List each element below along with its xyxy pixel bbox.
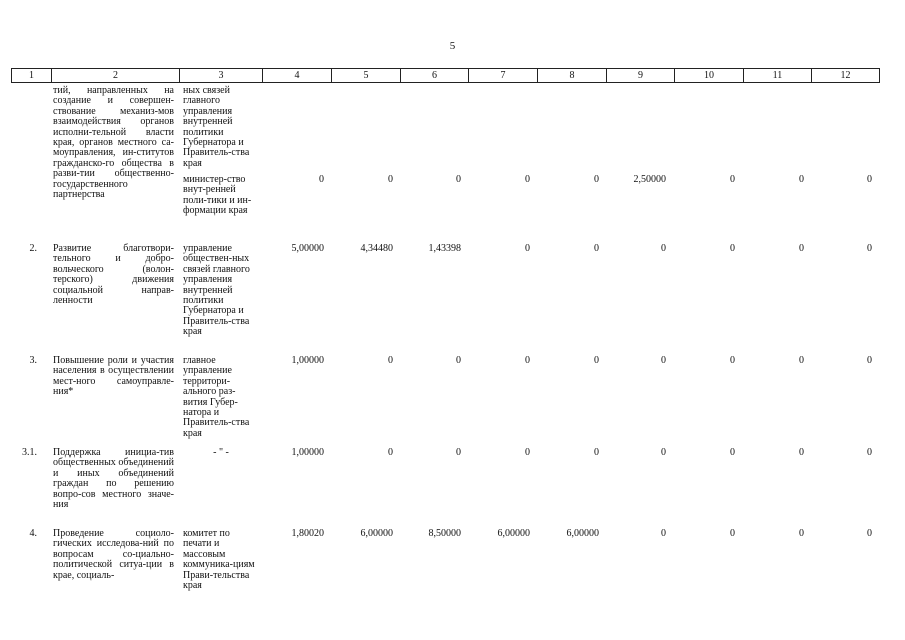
row-executor: комитет по печати и массовым коммуника-циям Прави-тельства края	[183, 528, 255, 592]
row-value: 0	[730, 528, 735, 539]
row-value: 0	[319, 174, 324, 185]
row-number: 3.1.	[22, 447, 37, 458]
row-value: 0	[388, 174, 393, 185]
row-value: 0	[594, 243, 599, 254]
row-value: 0	[661, 355, 666, 366]
row-value: 0	[867, 243, 872, 254]
row-value: 0	[867, 528, 872, 539]
row-value: 0	[525, 355, 530, 366]
header-cell-7: 7	[468, 68, 538, 83]
row-executor: - " -	[213, 447, 229, 458]
row-value: 0	[799, 355, 804, 366]
row-executor: министер-ство внут-ренней поли-тики и ин-формации края	[183, 174, 252, 217]
row-name: Развитие благотвори-тельного и добро-вольческого (волон-терского) движения социальной направ-ленности	[53, 243, 174, 307]
row-value: 0	[594, 174, 599, 185]
row-value: 0	[799, 174, 804, 185]
row-value: 8,50000	[428, 528, 461, 539]
row-value: 0	[730, 447, 735, 458]
header-cell-9: 9	[606, 68, 675, 83]
header-cell-3: 3	[179, 68, 263, 83]
row-value: 0	[525, 243, 530, 254]
row-name: Поддержка инициа-тив общественных объединений и иных объединений граждан по решению вопро-сов местного значе-ния	[53, 447, 174, 511]
row-number: 2.	[29, 243, 37, 254]
row-value: 0	[661, 243, 666, 254]
row-value: 0	[594, 447, 599, 458]
row-value: 0	[456, 447, 461, 458]
row-value: 0	[661, 447, 666, 458]
header-cell-2: 2	[51, 68, 180, 83]
header-cell-10: 10	[674, 68, 744, 83]
row-name: Проведение социоло-гических исследова-ний по вопросам со-циально-политической ситуа-ции в крае, социаль-	[53, 528, 174, 581]
row-value: 1,43398	[428, 243, 461, 254]
row-value: 0	[388, 355, 393, 366]
row-name: тий, направленных на создание и совершен-ствование механиз-мов взаимодействия органов исполни-тельной власти края, органов местного са-моуправления, ин-ститутов гражданско-го общества в разви-тии общественно-государственного партнерства	[53, 85, 174, 201]
row-executor: ных связей главного управления внутренней политики Губернатора и Правитель-ства края	[183, 85, 250, 169]
row-value: 1,80020	[291, 528, 324, 539]
row-value: 0	[799, 528, 804, 539]
row-value: 0	[867, 447, 872, 458]
header-cell-11: 11	[743, 68, 812, 83]
row-value: 6,00000	[360, 528, 393, 539]
row-value: 0	[799, 447, 804, 458]
row-value: 0	[730, 174, 735, 185]
row-value: 0	[456, 174, 461, 185]
row-value: 6,00000	[497, 528, 530, 539]
row-value: 4,34480	[360, 243, 393, 254]
row-name: Повышение роли и участия населения в осуществлении мест-ного самоуправле-ния*	[53, 355, 174, 398]
row-value: 0	[525, 174, 530, 185]
row-value: 1,00000	[291, 447, 324, 458]
row-value: 0	[867, 174, 872, 185]
row-number: 4.	[29, 528, 37, 539]
header-cell-5: 5	[331, 68, 401, 83]
row-value: 2,50000	[633, 174, 666, 185]
header-cell-1: 1	[11, 68, 52, 83]
row-value: 0	[661, 528, 666, 539]
row-value: 0	[799, 243, 804, 254]
row-value: 0	[867, 355, 872, 366]
row-value: 1,00000	[291, 355, 324, 366]
row-value: 0	[730, 243, 735, 254]
row-number: 3.	[29, 355, 37, 366]
row-value: 0	[525, 447, 530, 458]
row-executor: управление обществен-ных связей главного управления внутренней политики Губернатора и Правитель-ства края	[183, 243, 250, 338]
header-cell-8: 8	[537, 68, 607, 83]
header-cell-4: 4	[262, 68, 332, 83]
row-value: 6,00000	[566, 528, 599, 539]
row-value: 0	[594, 355, 599, 366]
page-number: 5	[449, 40, 456, 52]
row-executor: главное управление территори-ального раз-вития Губер-натора и Правитель-ства края	[183, 355, 250, 439]
header-cell-6: 6	[400, 68, 469, 83]
row-value: 0	[388, 447, 393, 458]
row-value: 0	[456, 355, 461, 366]
row-value: 0	[730, 355, 735, 366]
row-value: 5,00000	[291, 243, 324, 254]
header-cell-12: 12	[811, 68, 880, 83]
